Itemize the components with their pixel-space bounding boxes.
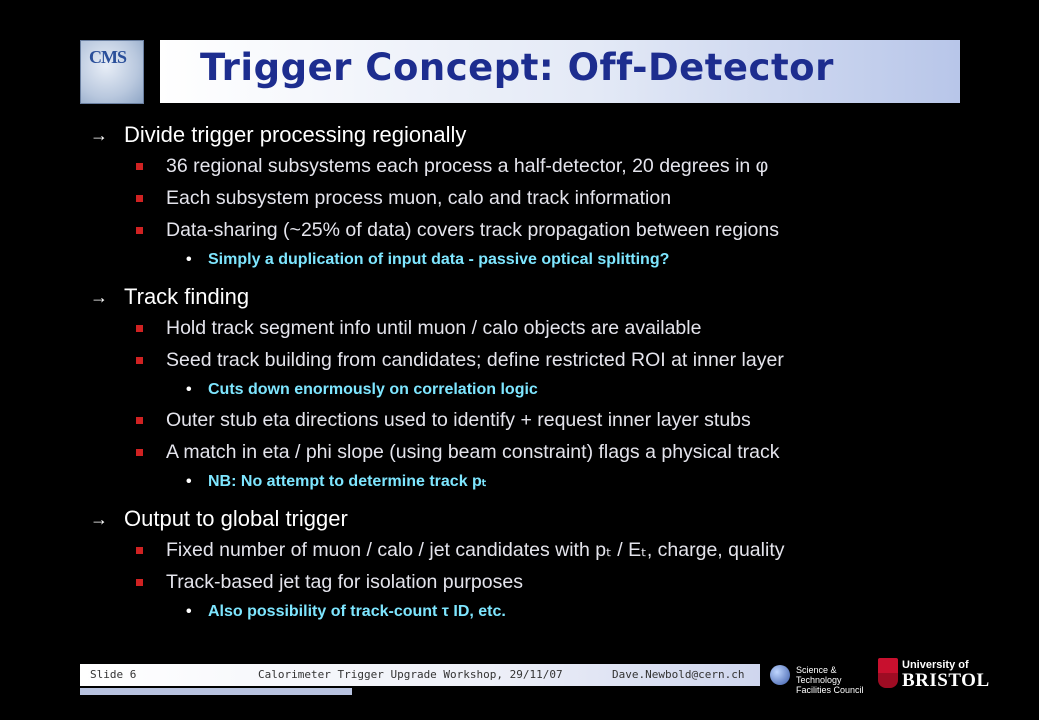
bullet-text: Fixed number of muon / calo / jet candidates with pₜ / Eₜ, charge, quality: [166, 539, 785, 561]
bullet-text: A match in eta / phi slope (using beam constraint) flags a physical track: [166, 441, 780, 463]
dot-bullet-icon: •: [186, 251, 192, 268]
bullet-item: [88, 566, 988, 598]
slide-content: [88, 118, 988, 626]
square-bullet-icon: [136, 547, 143, 554]
bullet-item: [88, 344, 988, 376]
square-bullet-icon: [136, 417, 143, 424]
sub-bullet-item: [88, 376, 988, 404]
sub-bullet-text: Simply a duplication of input data - passive optical splitting?: [208, 251, 670, 268]
footer-event: Calorimeter Trigger Upgrade Workshop, 29/11/07: [258, 668, 563, 681]
sub-bullet-item: [88, 468, 988, 496]
arrow-bullet-icon: →: [90, 509, 108, 529]
section-heading-text: Track finding: [124, 284, 250, 309]
sub-bullet-text: Also possibility of track-count τ ID, etc.: [208, 603, 506, 620]
title-bar: [160, 40, 960, 103]
section-heading: [88, 504, 988, 534]
section-heading-text: Output to global trigger: [124, 506, 348, 531]
dot-bullet-icon: •: [186, 473, 192, 490]
footer-bar: [80, 664, 760, 686]
dot-bullet-icon: •: [186, 603, 192, 620]
bullet-text: Each subsystem process muon, calo and track information: [166, 187, 672, 209]
bullet-item: [88, 534, 988, 566]
section-heading: [88, 120, 988, 150]
slide-title: Trigger Concept: Off-Detector: [200, 46, 834, 89]
sub-bullet-text: NB: No attempt to determine track pₜ: [208, 473, 487, 490]
square-bullet-icon: [136, 227, 143, 234]
section-heading: [88, 282, 988, 312]
square-bullet-icon: [136, 195, 143, 202]
bullet-text: Hold track segment info until muon / calo objects are available: [166, 317, 702, 339]
sub-bullet-text: Cuts down enormously on correlation logic: [208, 381, 538, 398]
bristol-logo-bottom: BRISTOL: [902, 670, 990, 691]
bullet-item: [88, 436, 988, 468]
square-bullet-icon: [136, 163, 143, 170]
footer-email: Dave.Newbold@cern.ch: [612, 668, 745, 681]
bristol-logo-top: University of: [902, 659, 969, 671]
dot-bullet-icon: •: [186, 381, 192, 398]
bullet-item: [88, 150, 988, 182]
bristol-crest-icon: [878, 658, 898, 688]
bullet-item: [88, 214, 988, 246]
bullet-text: Track-based jet tag for isolation purposes: [166, 571, 523, 593]
bullet-text: Seed track building from candidates; define restricted ROI at inner layer: [166, 349, 784, 371]
square-bullet-icon: [136, 325, 143, 332]
bullet-item: [88, 312, 988, 344]
arrow-bullet-icon: →: [90, 125, 108, 145]
stfc-logo: [770, 662, 870, 695]
square-bullet-icon: [136, 357, 143, 364]
cms-logo: [80, 40, 144, 104]
footer-underline: [80, 688, 352, 695]
bullet-item: [88, 404, 988, 436]
bristol-logo: [878, 656, 990, 692]
stfc-logo-text: Science & Technology Facilities Council: [796, 665, 864, 695]
slide-number: Slide 6: [90, 668, 137, 681]
square-bullet-icon: [136, 449, 143, 456]
sub-bullet-item: [88, 598, 988, 626]
square-bullet-icon: [136, 579, 143, 586]
bullet-text: Outer stub eta directions used to identify + request inner layer stubs: [166, 409, 751, 431]
arrow-bullet-icon: →: [90, 287, 108, 307]
bullet-item: [88, 182, 988, 214]
stfc-globe-icon: [770, 665, 790, 685]
bullet-text: 36 regional subsystems each process a half-detector, 20 degrees in φ: [166, 155, 769, 177]
bullet-text: Data-sharing (~25% of data) covers track propagation between regions: [166, 219, 779, 241]
cms-logo-text: CMS: [89, 47, 126, 67]
sub-bullet-item: [88, 246, 988, 274]
section-heading-text: Divide trigger processing regionally: [124, 122, 467, 147]
